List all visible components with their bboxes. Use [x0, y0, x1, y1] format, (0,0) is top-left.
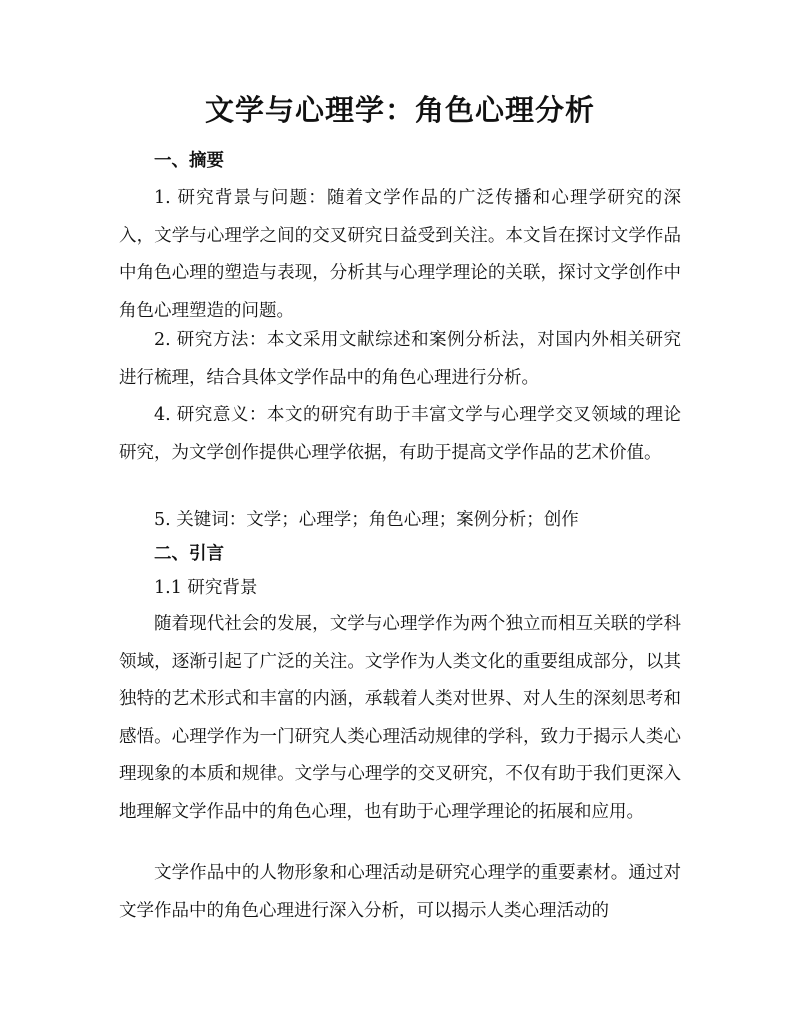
introduction-paragraph-2: 文学作品中的人物形象和心理活动是研究心理学的重要素材。通过对文学作品中的角色心理进行深入分析，可以揭示人类心理活动的 [119, 863, 681, 921]
abstract-paragraph-3: 4. 研究意义：本文的研究有助于丰富文学与心理学交叉领域的理论研究，为文学创作提供心理学依据，有助于提高文学作品的艺术价值。 [119, 405, 681, 463]
introduction-paragraph-1: 随着现代社会的发展，文学与心理学作为两个独立而相互关联的学科领域，逐渐引起了广泛的关注。文学作为人类文化的重要组成部分，以其独特的艺术形式和丰富的内涵，承载着人类对世界、对人生的深刻思考和感悟。心理学作为一门研究人类心理活动规律的学科，致力于揭示人类心理现象的本质和规律。文学与心理学的交叉研究，不仅有助于我们更深入地理解文学作品中的角色心理，也有助于心理学理论的拓展和应用。 [119, 614, 681, 822]
abstract-paragraph-2: 2. 研究方法：本文采用文献综述和案例分析法，对国内外相关研究进行梳理，结合具体文学作品中的角色心理进行分析。 [119, 330, 681, 388]
abstract-paragraph-1: 1. 研究背景与问题：随着文学作品的广泛传播和心理学研究的深入，文学与心理学之间的交叉研究日益受到关注。本文旨在探讨文学作品中角色心理的塑造与表现，分析其与心理学理论的关联，探讨文学创作中角色心理塑造的问题。 [119, 188, 681, 321]
introduction-heading: 二、引言 [154, 544, 224, 564]
subsection-heading-1-1: 1.1 研究背景 [154, 578, 258, 598]
keywords: 5. 关键词：文学；心理学；角色心理；案例分析；创作 [154, 510, 579, 530]
abstract-heading: 一、摘要 [154, 151, 224, 171]
document-title: 文学与心理学：角色心理分析 [204, 93, 595, 127]
